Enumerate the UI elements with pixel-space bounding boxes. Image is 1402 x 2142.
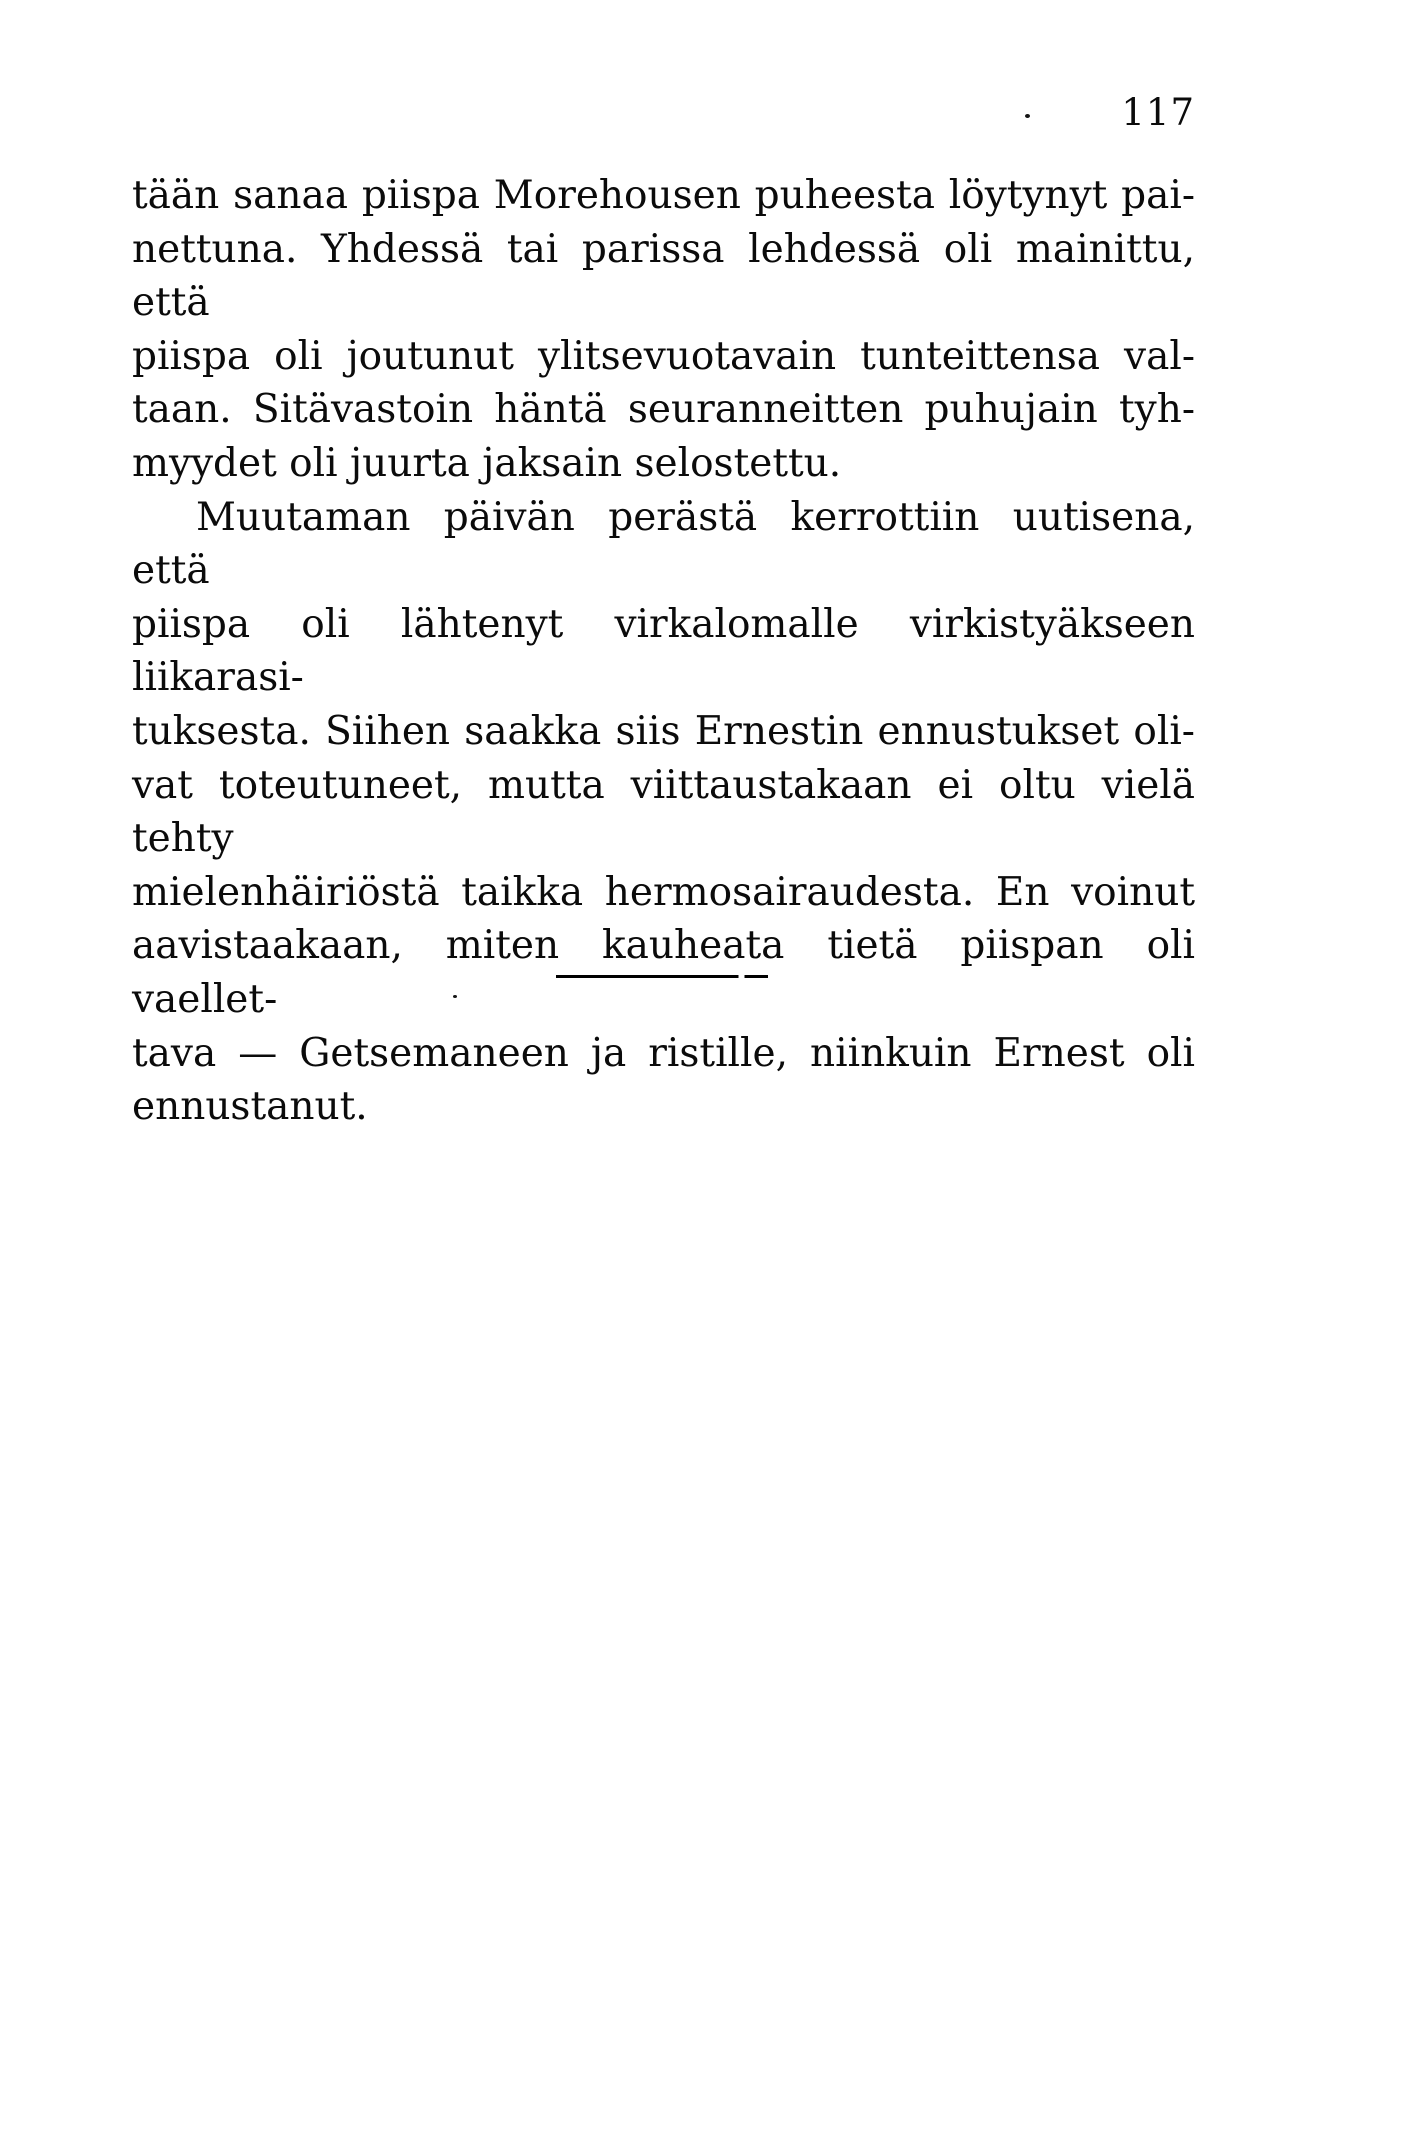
text-line paragraph-end: myydet oli juurta jaksain selostettu. <box>132 440 842 486</box>
text-line: vat toteutuneet, mutta viittaustakaan ei oltu vielä tehty <box>132 762 1195 862</box>
text-line: piispa oli lähtenyt virkalomalle virkistyäkseen liikarasi- <box>132 601 1195 701</box>
text-line: tava — Getsemaneen ja ristille, niinkuin Ernest oli <box>132 1030 1195 1076</box>
text-line: tuksesta. Siihen saakka siis Ernestin ennustukset oli- <box>132 708 1195 754</box>
text-line: nettuna. Yhdessä tai parissa lehdessä oli mainittu, että <box>132 226 1195 326</box>
text-line: piispa oli joutunut ylitsevuotavain tunteittensa val- <box>132 333 1195 379</box>
text-line: aavistaakaan, miten kauheata tietä piispan oli vaellet- <box>132 923 1195 1022</box>
text-line: taan. Sitävastoin häntä seuranneitten puhujain tyh- <box>132 387 1195 433</box>
text-line paragraph-end: ennustanut. <box>132 1084 368 1130</box>
ink-speck <box>1025 114 1030 118</box>
text-line: mielenhäiriöstä taikka hermosairaudesta. En voinut <box>132 869 1195 915</box>
body-text <box>132 169 1195 1134</box>
text-line paragraph-start: Muutaman päivän perästä kerrottiin uutisena, että <box>132 494 1195 594</box>
text-line: tään sanaa piispa Morehousen puheesta löytynyt pai- <box>132 173 1195 218</box>
section-divider-rule <box>556 975 768 978</box>
page-number: 117 <box>1121 91 1195 134</box>
ink-speck <box>453 995 457 998</box>
